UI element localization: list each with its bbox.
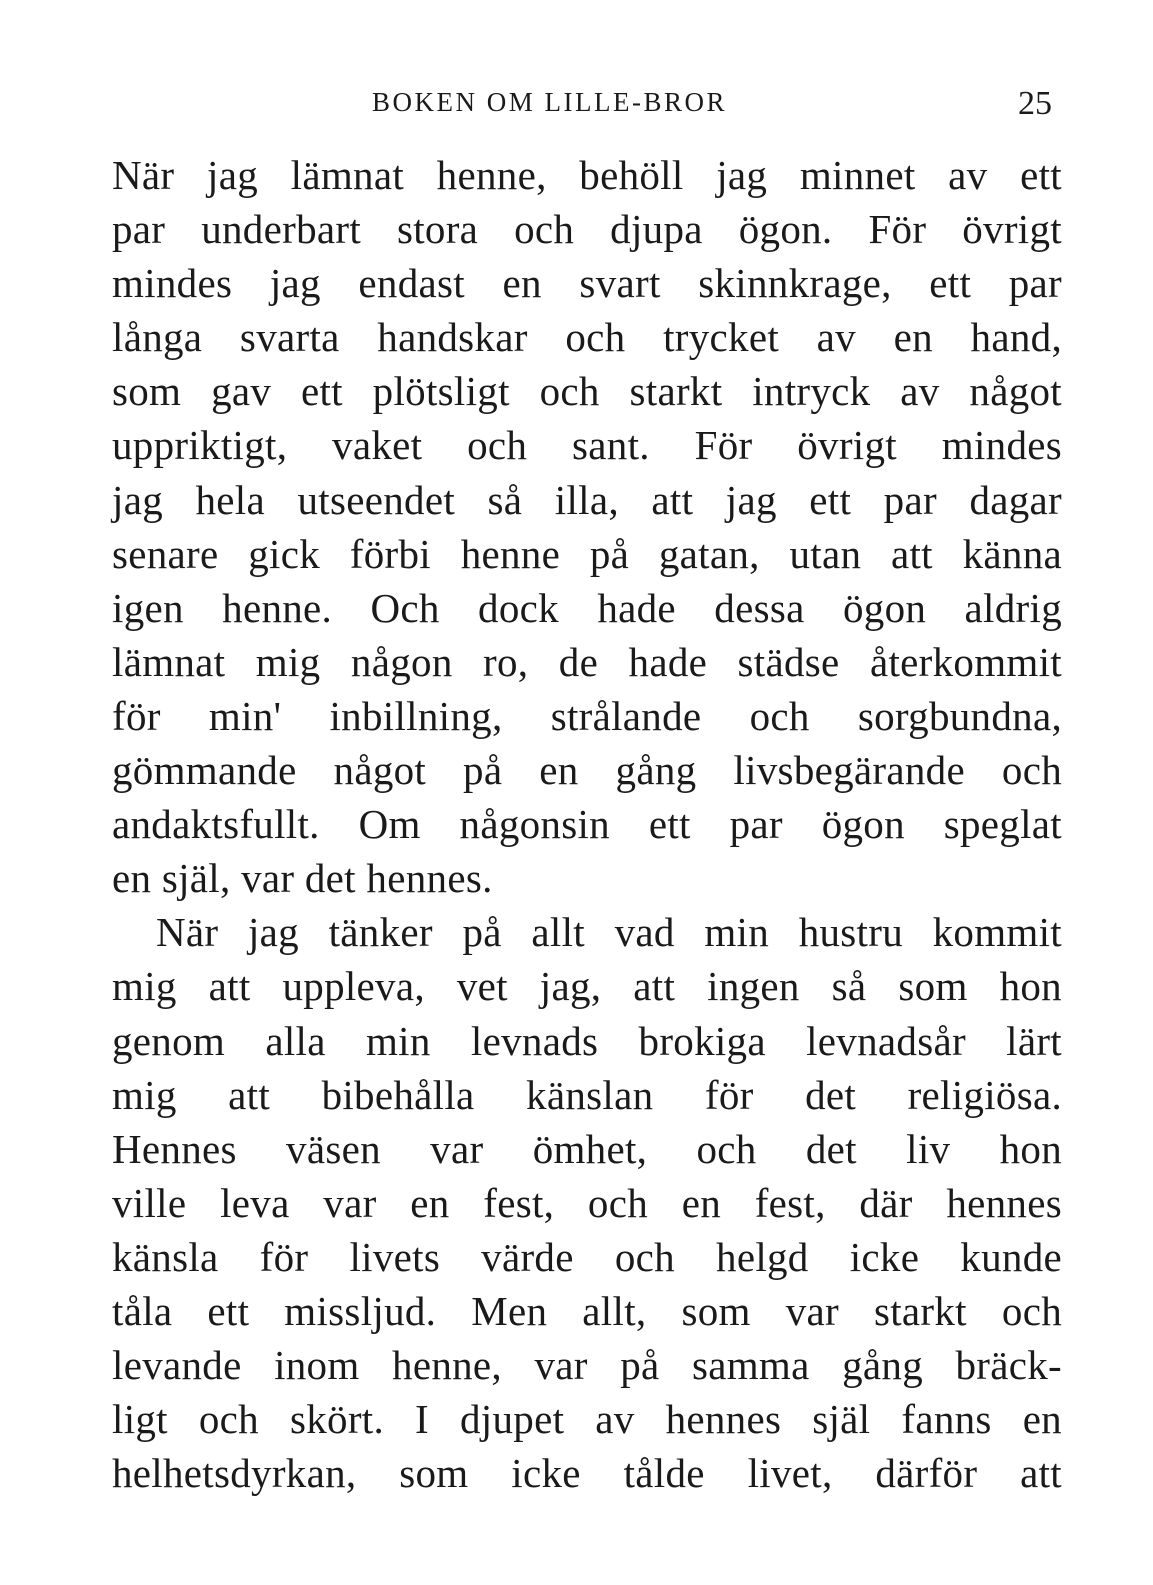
text-line: uppriktigt, vaket och sant. För övrigt mindes bbox=[112, 422, 1062, 469]
text-line: andaktsfullt. Om någonsin ett par ögon speglat bbox=[112, 801, 1062, 848]
text-line: ville leva var en fest, och en fest, där hennes bbox=[112, 1179, 1062, 1226]
paragraph-1 bbox=[112, 148, 1062, 905]
text-line: genom alla min levnads brokiga levnadsår lärt bbox=[112, 1017, 1062, 1064]
text-line: Hennes väsen var ömhet, och det liv hon bbox=[112, 1125, 1062, 1172]
text-line: igen henne. Och dock hade dessa ögon aldrig bbox=[112, 584, 1062, 631]
text-line: senare gick förbi henne på gatan, utan att känna bbox=[112, 530, 1062, 577]
text-line: lämnat mig någon ro, de hade städse återkommit bbox=[112, 638, 1062, 685]
text-line: som gav ett plötsligt och starkt intryck av något bbox=[112, 368, 1062, 415]
text-line: levande inom henne, var på samma gång bräck- bbox=[112, 1342, 1062, 1389]
running-title: BOKEN OM LILLE-BROR bbox=[372, 87, 727, 117]
text-line: mig att bibehålla känslan för det religiösa. bbox=[112, 1071, 1062, 1118]
text-line: par underbart stora och djupa ögon. För övrigt bbox=[112, 206, 1062, 253]
text-line: gömmande något på en gång livsbegärande och bbox=[112, 747, 1062, 794]
body-text bbox=[112, 148, 1062, 1500]
text-line: helhetsdyrkan, som icke tålde livet, därför att bbox=[112, 1450, 1062, 1497]
paragraph-2 bbox=[112, 905, 1062, 1500]
page-header bbox=[110, 82, 1062, 122]
text-line: en själ, var det hennes. bbox=[112, 855, 493, 902]
page-number: 25 bbox=[1018, 85, 1052, 122]
text-line: När jag tänker på allt vad min hustru kommit bbox=[156, 909, 1062, 956]
text-line: jag hela utseendet så illa, att jag ett par dagar bbox=[112, 476, 1062, 523]
text-line: mig att uppleva, vet jag, att ingen så som hon bbox=[112, 963, 1062, 1010]
text-line: tåla ett missljud. Men allt, som var starkt och bbox=[112, 1287, 1062, 1334]
text-line: ligt och skört. I djupet av hennes själ fanns en bbox=[112, 1396, 1062, 1443]
text-line: för min' inbillning, strålande och sorgbundna, bbox=[112, 692, 1062, 739]
text-line: känsla för livets värde och helgd icke kunde bbox=[112, 1233, 1062, 1280]
text-line: mindes jag endast en svart skinnkrage, ett par bbox=[112, 260, 1062, 307]
text-line: långa svarta handskar och trycket av en hand, bbox=[112, 314, 1062, 361]
text-line: När jag lämnat henne, behöll jag minnet av ett bbox=[112, 152, 1062, 198]
